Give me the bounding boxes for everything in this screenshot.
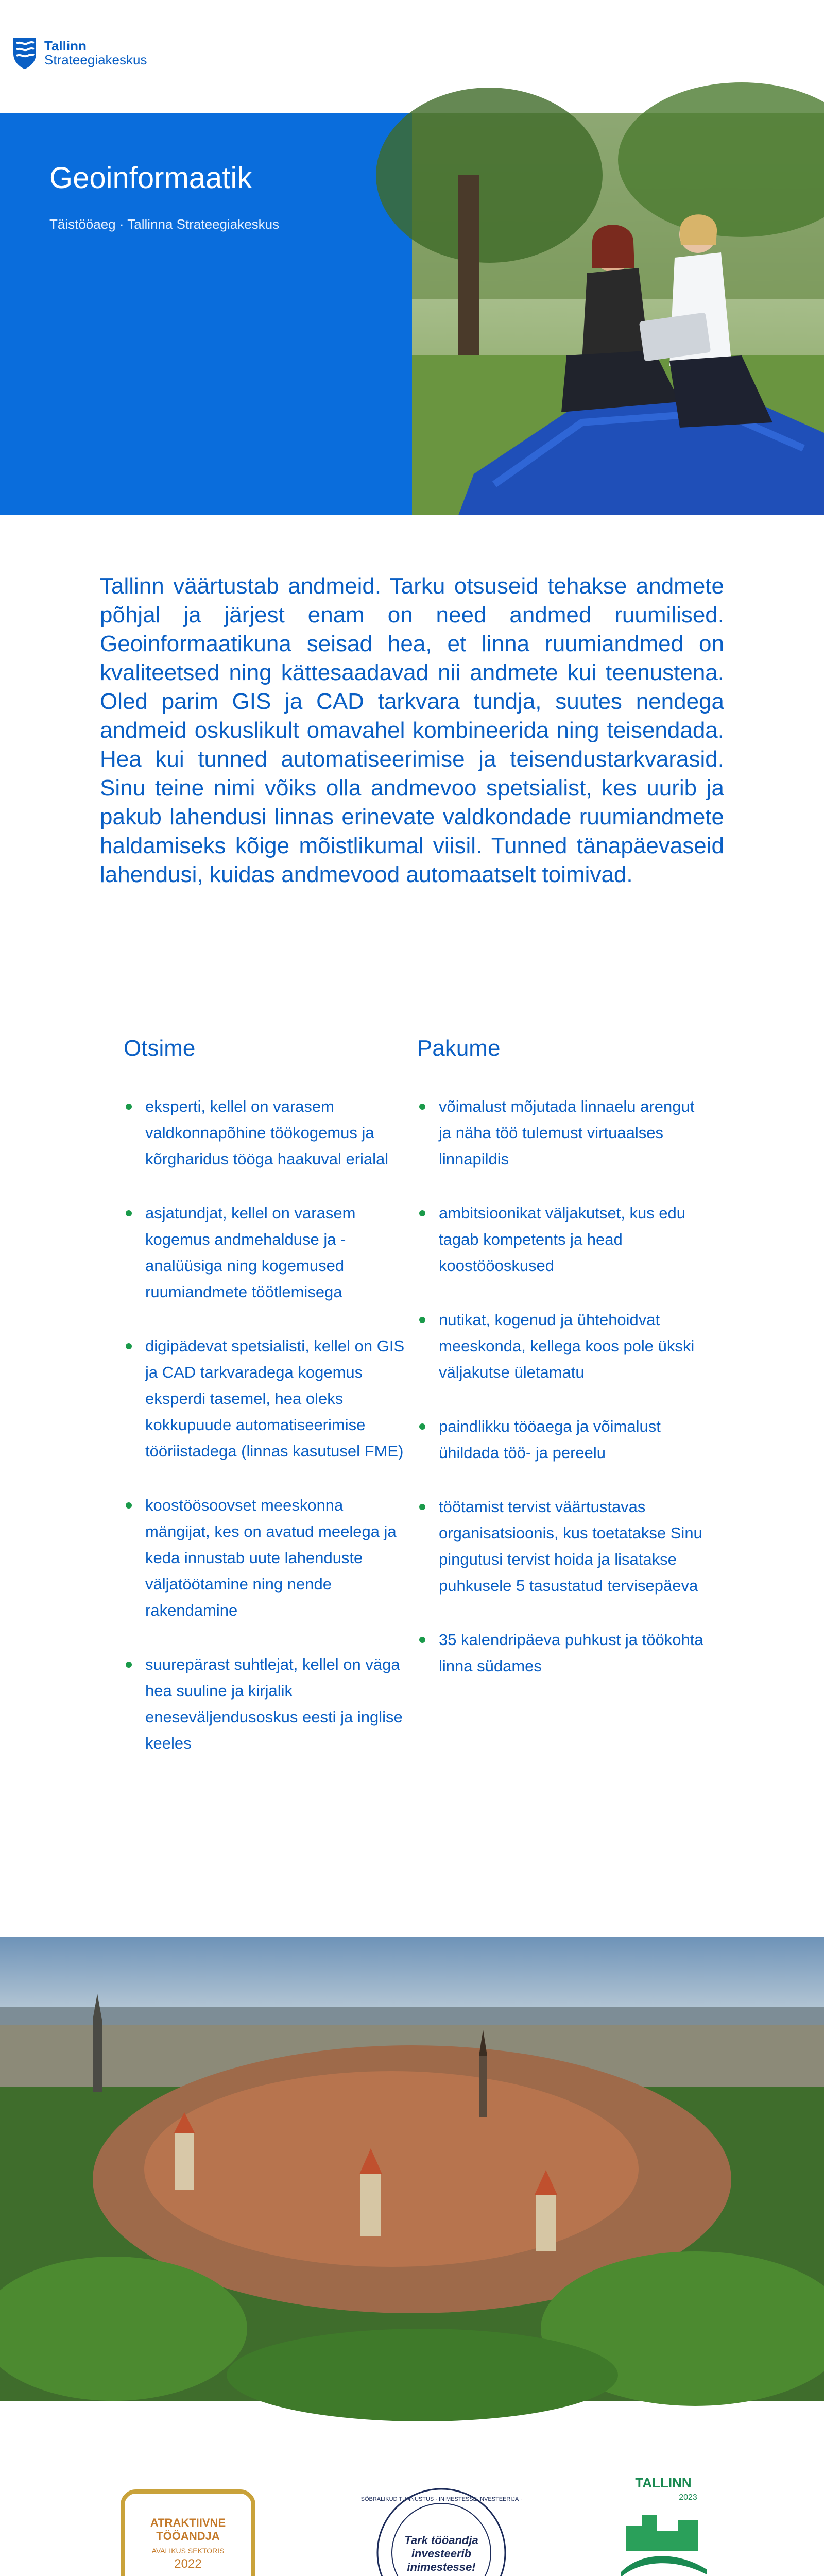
job-subtitle: Täistööaeg · Tallinna Strateegiakeskus <box>49 216 280 232</box>
tallinn-shield-icon <box>12 36 37 70</box>
offer-list <box>417 1093 706 1679</box>
seeking-heading: Otsime <box>124 1036 196 1061</box>
old-town-aerial-illustration <box>0 1937 824 2401</box>
list-item: digipädevat spetsialisti, kellel on GIS ja CAD tarkvaradega kogemus eksperdi tasemel, hea oleks kokkupuude automatiseerimise tööriistadega (linnas kasutusel FME) <box>124 1333 412 1464</box>
badge2-line1: Tark tööandja <box>404 2534 478 2547</box>
logo-line2: Strateegiakeskus <box>44 52 147 67</box>
badge3-year: 2023 <box>679 2493 697 2502</box>
employer-badges <box>0 2452 824 2576</box>
list-item: suurepärast suhtlejat, kellel on väga hea suuline ja kirjalik eneseväljendusoskus eesti ja inglise keeles <box>124 1651 412 1756</box>
logo-line1: Tallinn <box>44 38 87 54</box>
list-item: ambitsioonikat väljakutset, kus edu tagab kompetents ja head koostööoskused <box>417 1200 706 1279</box>
smart-employer-badge <box>360 2486 522 2576</box>
badge2-ring-text: SÕBRALIKUD TUNNUSTUS · INIMESTESSE INVESTEERIJA · <box>360 2496 522 2502</box>
offer-heading: Pakume <box>417 1036 501 1061</box>
list-item: võimalust mõjutada linnaelu arengut ja näha töö tulemust virtuaalses linnapildis <box>417 1093 706 1172</box>
list-item: töötamist tervist väärtustavas organisatsioonis, kus toetatakse Sinu pingutusi tervist hoida ja lisatakse puhkusele 5 tasustatud tervisepäeva <box>417 1494 706 1599</box>
strateegiakeskus-logo[interactable] <box>12 36 147 70</box>
intro-text: Tallinn väärtustab andmeid. Tarku otsuseid tehakse andmete põhjal ja järjest enam on need andmed ruumilised. Geoinformaatikuna seisad hea, et linna ruumiandmed on kvaliteetsed ning kättesaadavad nii andmete kui teenustena. Oled parim GIS ja CAD tarkvara tundja, suutes nendega andmeid oskuslikult omavahel kombineerida ning teisendada. Hea kui tunned automatiseerimise ja teisendustarkvarasid. Sinu teine nimi võiks olla andmevoo spetsialist, kes uurib ja pakub lahendusi linnas erinevate valdkondade ruumiandmete haldamiseks kõige mõistlikumal viisil. Tunned tänapäevaseid lahendusi, kuidas andmevood automaatselt toimivad. <box>100 573 724 887</box>
badge1-line2: TÖÖANDJA <box>156 2530 220 2543</box>
seeking-list <box>124 1093 412 1756</box>
badge1-line3: AVALIKUS SEKTORIS <box>151 2547 225 2555</box>
list-item: nutikat, kogenud ja ühtehoidvat meeskonda, kellega koos pole ükski väljakutse ületamatu <box>417 1307 706 1385</box>
badge2-line2: investeerib <box>411 2547 472 2560</box>
hero-panel <box>0 113 412 515</box>
hero-photo <box>412 113 824 515</box>
list-item: koostöösoovset meeskonna mängijat, kes on avatud meelega ja keda innustab uute lahenduste väljatöötamine ning nende rakendamine <box>124 1492 412 1623</box>
attractive-employer-badge <box>121 2489 255 2576</box>
list-item: asjatundjat, kellel on varasem kogemus andmehalduse ja -analüüsiga ning kogemused ruumiandmete töötlemisega <box>124 1200 412 1305</box>
seeking-column <box>124 1036 412 1784</box>
list-item: paindlikku tööaega ja võimalust ühildada töö- ja pereelu <box>417 1413 706 1466</box>
badge2-line3: inimestesse! <box>407 2561 476 2573</box>
job-title: Geoinformaatik <box>49 161 252 195</box>
two-women-in-park-image <box>412 113 824 515</box>
hero-section <box>0 113 824 515</box>
badge1-year: 2022 <box>174 2557 202 2571</box>
list-item: 35 kalendripäeva puhkust ja töökohta linna südames <box>417 1626 706 1679</box>
tallinn-old-town-image <box>0 1937 824 2401</box>
green-capital-badge <box>611 2474 716 2576</box>
badge3-top: TALLINN <box>635 2475 692 2490</box>
badge1-line1: ATRAKTIIVNE <box>150 2516 226 2529</box>
offer-column <box>417 1036 706 1707</box>
list-item: eksperti, kellel on varasem valdkonnapõhine töökogemus ja kõrgharidus tööga haakuval erialal <box>124 1093 412 1172</box>
